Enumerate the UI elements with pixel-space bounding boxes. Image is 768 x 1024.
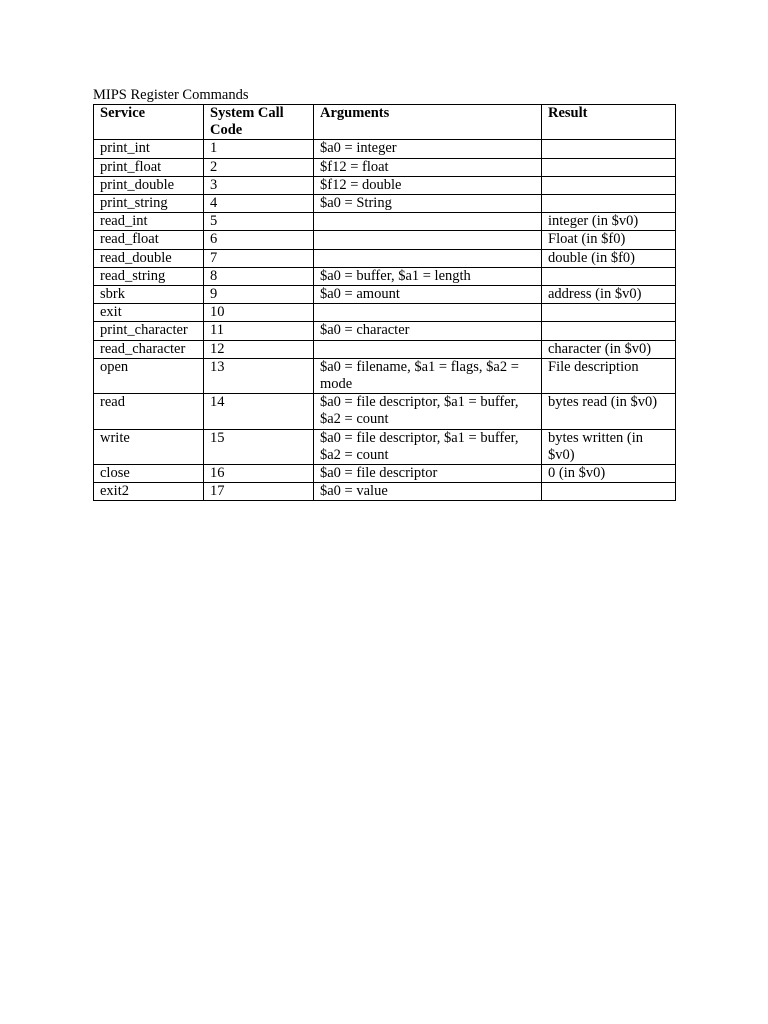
table-row <box>94 267 676 285</box>
mips-commands-table <box>93 104 676 501</box>
cell-arguments: $f12 = float <box>314 158 542 176</box>
table-row <box>94 394 676 429</box>
cell-code: 7 <box>204 249 314 267</box>
table-row <box>94 231 676 249</box>
cell-arguments: $a0 = character <box>314 322 542 340</box>
cell-code: 12 <box>204 340 314 358</box>
cell-service: print_double <box>94 176 204 194</box>
cell-service: exit <box>94 304 204 322</box>
cell-result: double (in $f0) <box>542 249 676 267</box>
cell-code: 2 <box>204 158 314 176</box>
cell-arguments <box>314 340 542 358</box>
cell-arguments <box>314 213 542 231</box>
cell-result <box>542 140 676 158</box>
cell-service: read_double <box>94 249 204 267</box>
cell-arguments <box>314 249 542 267</box>
header-service: Service <box>94 105 204 140</box>
table-row <box>94 322 676 340</box>
table-row <box>94 286 676 304</box>
cell-arguments: $a0 = buffer, $a1 = length <box>314 267 542 285</box>
cell-arguments: $a0 = String <box>314 195 542 213</box>
table-row <box>94 304 676 322</box>
cell-service: read <box>94 394 204 429</box>
cell-code: 14 <box>204 394 314 429</box>
cell-result <box>542 158 676 176</box>
cell-result <box>542 176 676 194</box>
cell-code: 13 <box>204 358 314 393</box>
cell-arguments: $a0 = filename, $a1 = flags, $a2 = mode <box>314 358 542 393</box>
cell-result <box>542 483 676 501</box>
table-row <box>94 358 676 393</box>
cell-code: 10 <box>204 304 314 322</box>
header-system-call-code: System Call Code <box>204 105 314 140</box>
table-header-row <box>94 105 676 140</box>
cell-service: read_float <box>94 231 204 249</box>
cell-code: 17 <box>204 483 314 501</box>
cell-service: write <box>94 429 204 464</box>
cell-code: 4 <box>204 195 314 213</box>
cell-arguments: $f12 = double <box>314 176 542 194</box>
cell-code: 1 <box>204 140 314 158</box>
cell-result <box>542 195 676 213</box>
table-row <box>94 429 676 464</box>
cell-service: open <box>94 358 204 393</box>
table-body <box>94 140 676 501</box>
cell-arguments: $a0 = value <box>314 483 542 501</box>
cell-service: close <box>94 465 204 483</box>
cell-result: Float (in $f0) <box>542 231 676 249</box>
header-arguments: Arguments <box>314 105 542 140</box>
cell-code: 15 <box>204 429 314 464</box>
cell-service: read_string <box>94 267 204 285</box>
table-row <box>94 176 676 194</box>
cell-arguments: $a0 = amount <box>314 286 542 304</box>
cell-code: 6 <box>204 231 314 249</box>
cell-result: character (in $v0) <box>542 340 676 358</box>
document-title: MIPS Register Commands <box>93 87 249 103</box>
table-row <box>94 249 676 267</box>
cell-service: read_int <box>94 213 204 231</box>
cell-service: sbrk <box>94 286 204 304</box>
cell-result: bytes read (in $v0) <box>542 394 676 429</box>
cell-service: exit2 <box>94 483 204 501</box>
table-row <box>94 465 676 483</box>
table-row <box>94 140 676 158</box>
cell-code: 16 <box>204 465 314 483</box>
cell-service: print_character <box>94 322 204 340</box>
table-row <box>94 195 676 213</box>
cell-arguments <box>314 231 542 249</box>
cell-service: print_int <box>94 140 204 158</box>
cell-arguments: $a0 = file descriptor, $a1 = buffer, $a2 = count <box>314 429 542 464</box>
cell-arguments <box>314 304 542 322</box>
table-row <box>94 158 676 176</box>
cell-service: print_string <box>94 195 204 213</box>
cell-code: 11 <box>204 322 314 340</box>
cell-code: 8 <box>204 267 314 285</box>
cell-result: address (in $v0) <box>542 286 676 304</box>
cell-result <box>542 267 676 285</box>
cell-result: bytes written (in $v0) <box>542 429 676 464</box>
cell-result <box>542 304 676 322</box>
header-result: Result <box>542 105 676 140</box>
cell-result: 0 (in $v0) <box>542 465 676 483</box>
document-page <box>93 87 675 501</box>
cell-service: read_character <box>94 340 204 358</box>
cell-result: integer (in $v0) <box>542 213 676 231</box>
cell-arguments: $a0 = file descriptor <box>314 465 542 483</box>
cell-arguments: $a0 = file descriptor, $a1 = buffer, $a2 = count <box>314 394 542 429</box>
cell-code: 9 <box>204 286 314 304</box>
cell-service: print_float <box>94 158 204 176</box>
cell-result <box>542 322 676 340</box>
cell-arguments: $a0 = integer <box>314 140 542 158</box>
table-row <box>94 483 676 501</box>
table-row <box>94 340 676 358</box>
cell-result: File description <box>542 358 676 393</box>
cell-code: 5 <box>204 213 314 231</box>
table-row <box>94 213 676 231</box>
cell-code: 3 <box>204 176 314 194</box>
